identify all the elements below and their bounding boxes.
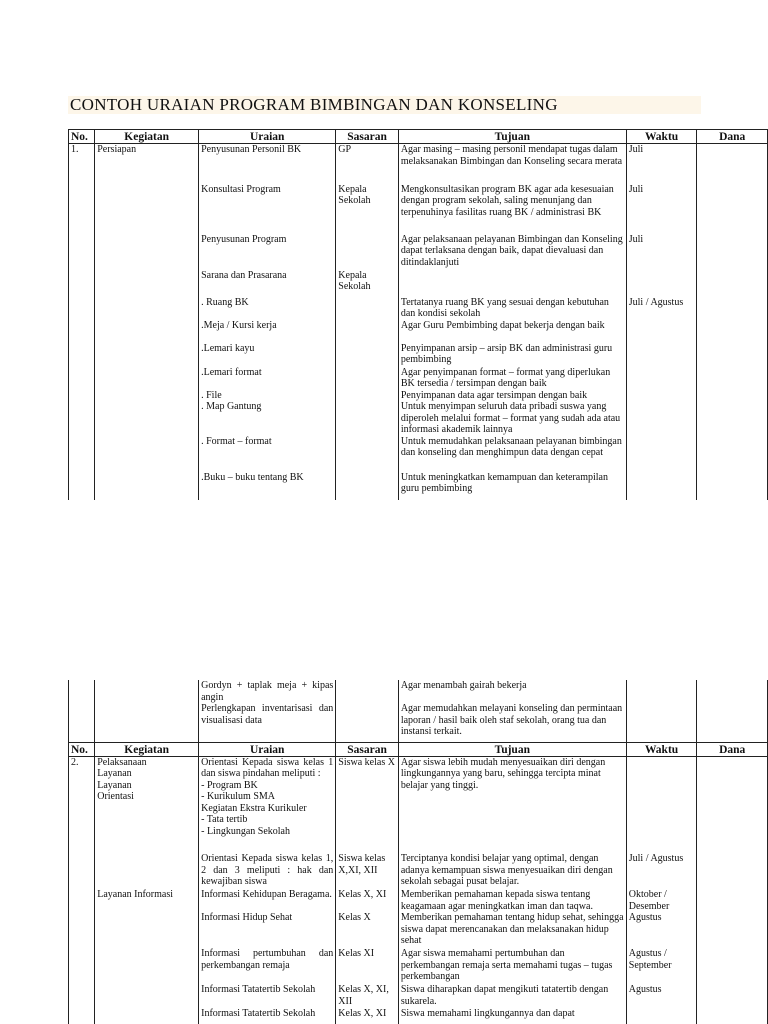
cell-no (69, 680, 95, 742)
cell-waktu: Agustus (626, 984, 697, 1008)
cell-sasaran: GP (336, 144, 399, 184)
cell-sasaran: Kelas X, XI (336, 1008, 399, 1024)
cell-waktu: Juli (626, 234, 697, 270)
table-row (69, 984, 768, 1008)
table-row (69, 680, 768, 742)
cell-dana (697, 680, 768, 742)
cell-sasaran: Kepala Sekolah (336, 270, 399, 297)
header-dana: Dana (697, 130, 768, 144)
cell-uraian: Sarana dan Prasarana (199, 270, 336, 297)
cell-uraian: . Format – format (199, 436, 336, 472)
cell-dana (697, 984, 768, 1008)
cell-sasaran: Kepala Sekolah (336, 184, 399, 234)
cell-waktu (626, 756, 697, 853)
header-kegiatan: Kegiatan (95, 130, 199, 144)
cell-tujuan: Agar siswa memahami pertumbuhan dan perkembangan remaja serta memahami tugas – tugas perkembangan (398, 948, 626, 984)
table-header-row (69, 742, 768, 756)
table-row (69, 912, 768, 948)
cell-uraian: Informasi Tatatertib Sekolah (199, 984, 336, 1008)
cell-uraian: Penyusunan Program (199, 234, 336, 270)
cell-no: 1. (69, 144, 95, 184)
cell-dana (697, 912, 768, 948)
cell-sasaran: Kelas X, XI (336, 889, 399, 912)
cell-uraian: . File . Map Gantung (199, 390, 336, 436)
cell-uraian: Penyusunan Personil BK (199, 144, 336, 184)
cell-tujuan: Agar siswa lebih mudah menyesuaikan diri dengan lingkungannya yang baru, sehingga tercipta minat belajar yang tinggi. (398, 756, 626, 853)
cell-uraian: Informasi Tatatertib Sekolah (199, 1008, 336, 1024)
cell-tujuan: Memberikan pemahaman tentang hidup sehat, sehingga siswa dapat merencanakan dan melaksanakan hidup sehat (398, 912, 626, 948)
cell-tujuan: Terciptanya kondisi belajar yang optimal, dengan adanya kemampuan siswa menyesuaikan diri dengan sekolah sebagai pusat belajar. (398, 853, 626, 889)
cell-no: 2. (69, 756, 95, 853)
cell-tujuan: Agar penyimpanan format – format yang diperlukan BK tersedia / tersimpan dengan baik (398, 367, 626, 390)
cell-uraian: Orientasi Kepada siswa kelas 1 dan siswa pindahan meliputi : - Program BK - Kurikulum SMA Kegiatan Ekstra Kurikuler - Tata tertib - Lingkungan Sekolah (199, 756, 336, 853)
table-row (69, 756, 768, 853)
table-2-continued-rows (69, 680, 768, 742)
program-table-2 (68, 680, 768, 1024)
cell-kegiatan (95, 948, 199, 984)
cell-waktu: Juli / Agustus (626, 297, 697, 320)
cell-kegiatan (95, 853, 199, 889)
cell-tujuan: Agar menambah gairah bekerja Agar memudahkan melayani konseling dan permintaan laporan / hasil baik oleh staf sekolah, orang tua dan instansi terkait. (398, 680, 626, 742)
cell-waktu: Juli (626, 144, 697, 184)
header-tujuan: Tujuan (398, 130, 626, 144)
page-title: CONTOH URAIAN PROGRAM BIMBINGAN DAN KONSELING (68, 96, 701, 114)
cell-dana (697, 756, 768, 853)
table-row (69, 948, 768, 984)
table-row (69, 889, 768, 912)
cell-tujuan: Mengkonsultasikan program BK agar ada kesesuaian dengan program sekolah, saling menunjang dan terpenuhinya fasilitas ruang BK / administrasi BK (398, 184, 626, 234)
cell-kegiatan (95, 912, 199, 948)
table-row (69, 853, 768, 889)
header-uraian: Uraian (199, 130, 336, 144)
header-kegiatan: Kegiatan (95, 742, 199, 756)
cell-kegiatan: Persiapan (95, 144, 199, 184)
header-dana: Dana (697, 742, 768, 756)
cell-kegiatan (95, 1008, 199, 1024)
cell-tujuan: Siswa diharapkan dapat mengikuti tatatertib dengan sukarela. (398, 984, 626, 1008)
cell-kegiatan: Layanan Informasi (95, 889, 199, 912)
cell-tujuan: Tertatanya ruang BK yang sesuai dengan kebutuhan dan kondisi sekolah (398, 297, 626, 320)
cell-no (69, 912, 95, 948)
cell-tujuan: Agar masing – masing personil mendapat tugas dalam melaksanakan Bimbingan dan Konseling secara merata (398, 144, 626, 184)
cell-tujuan: Penyimpanan arsip – arsip BK dan administrasi guru pembimbing (398, 343, 626, 367)
table-2-body (69, 756, 768, 1024)
cell-uraian: Orientasi Kepada siswa kelas 1, 2 dan 3 meliputi : hak dan kewajiban siswa (199, 853, 336, 889)
cell-sasaran: Siswa kelas X (336, 756, 399, 853)
cell-uraian: Konsultasi Program (199, 184, 336, 234)
header-no: No. (69, 130, 95, 144)
cell-sasaran: Kelas X (336, 912, 399, 948)
cell-waktu: Agustus / September (626, 948, 697, 984)
header-no: No. (69, 742, 95, 756)
cell-tujuan: Siswa memahami lingkungannya dan dapat (398, 1008, 626, 1024)
cell-tujuan: Agar pelaksanaan pelayanan Bimbingan dan Konseling dapat terlaksana dengan baik, dapat dievaluasi dan ditindaklanjuti (398, 234, 626, 270)
cell-dana (697, 1008, 768, 1024)
cell-uraian: .Lemari format (199, 367, 336, 390)
cell-sasaran: Kelas X, XI, XII (336, 984, 399, 1008)
header-waktu: Waktu (626, 742, 697, 756)
cell-uraian: .Meja / Kursi kerja (199, 320, 336, 343)
cell-uraian: . Ruang BK (199, 297, 336, 320)
cell-kegiatan (95, 680, 199, 742)
header-waktu: Waktu (626, 130, 697, 144)
cell-waktu: Juli (626, 184, 697, 234)
cell-no (69, 853, 95, 889)
cell-kegiatan: Pelaksanaan Layanan Layanan Orientasi (95, 756, 199, 853)
cell-no (69, 984, 95, 1008)
cell-kegiatan (95, 984, 199, 1008)
cell-waktu (626, 1008, 697, 1024)
cell-tujuan: Untuk meningkatkan kemampuan dan keterampilan guru pembimbing (398, 472, 626, 501)
cell-no (69, 948, 95, 984)
header-sasaran: Sasaran (336, 742, 399, 756)
cell-waktu: Juli / Agustus (626, 853, 697, 889)
cell-tujuan: Memberikan pemahaman kepada siswa tentang keagamaan agar meningkatkan iman dan taqwa. (398, 889, 626, 912)
cell-sasaran (336, 680, 399, 742)
cell-tujuan: Agar Guru Pembimbing dapat bekerja dengan baik (398, 320, 626, 343)
cell-uraian: Informasi Kehidupan Beragama. (199, 889, 336, 912)
header-uraian: Uraian (199, 742, 336, 756)
cell-dana (697, 853, 768, 889)
cell-waktu: Oktober / Desember (626, 889, 697, 912)
cell-dana (697, 889, 768, 912)
cell-waktu (626, 680, 697, 742)
header-sasaran: Sasaran (336, 130, 399, 144)
cell-uraian: .Buku – buku tentang BK (199, 472, 336, 501)
table-row (69, 1008, 768, 1024)
cell-uraian: Informasi pertumbuhan dan perkembangan remaja (199, 948, 336, 984)
header-tujuan: Tujuan (398, 742, 626, 756)
cell-uraian: Gordyn + taplak meja + kipas angin Perlengkapan inventarisasi dan visualisasi data (199, 680, 336, 742)
cell-sasaran: Kelas XI (336, 948, 399, 984)
cell-waktu: Agustus (626, 912, 697, 948)
cell-uraian: Informasi Hidup Sehat (199, 912, 336, 948)
cell-uraian: .Lemari kayu (199, 343, 336, 367)
cell-no (69, 1008, 95, 1024)
cell-tujuan: Penyimpanan data agar tersimpan dengan baik Untuk menyimpan seluruh data pribadi suswa yang diperoleh melalui format – format yang sudah ada atau informasi akademik lainnya (398, 390, 626, 436)
cell-tujuan: Untuk memudahkan pelaksanaan pelayanan bimbingan dan konseling dan menghimpun data dengan cepat (398, 436, 626, 472)
cell-sasaran: Siswa kelas X,XI, XII (336, 853, 399, 889)
cell-no (69, 889, 95, 912)
cell-dana (697, 948, 768, 984)
